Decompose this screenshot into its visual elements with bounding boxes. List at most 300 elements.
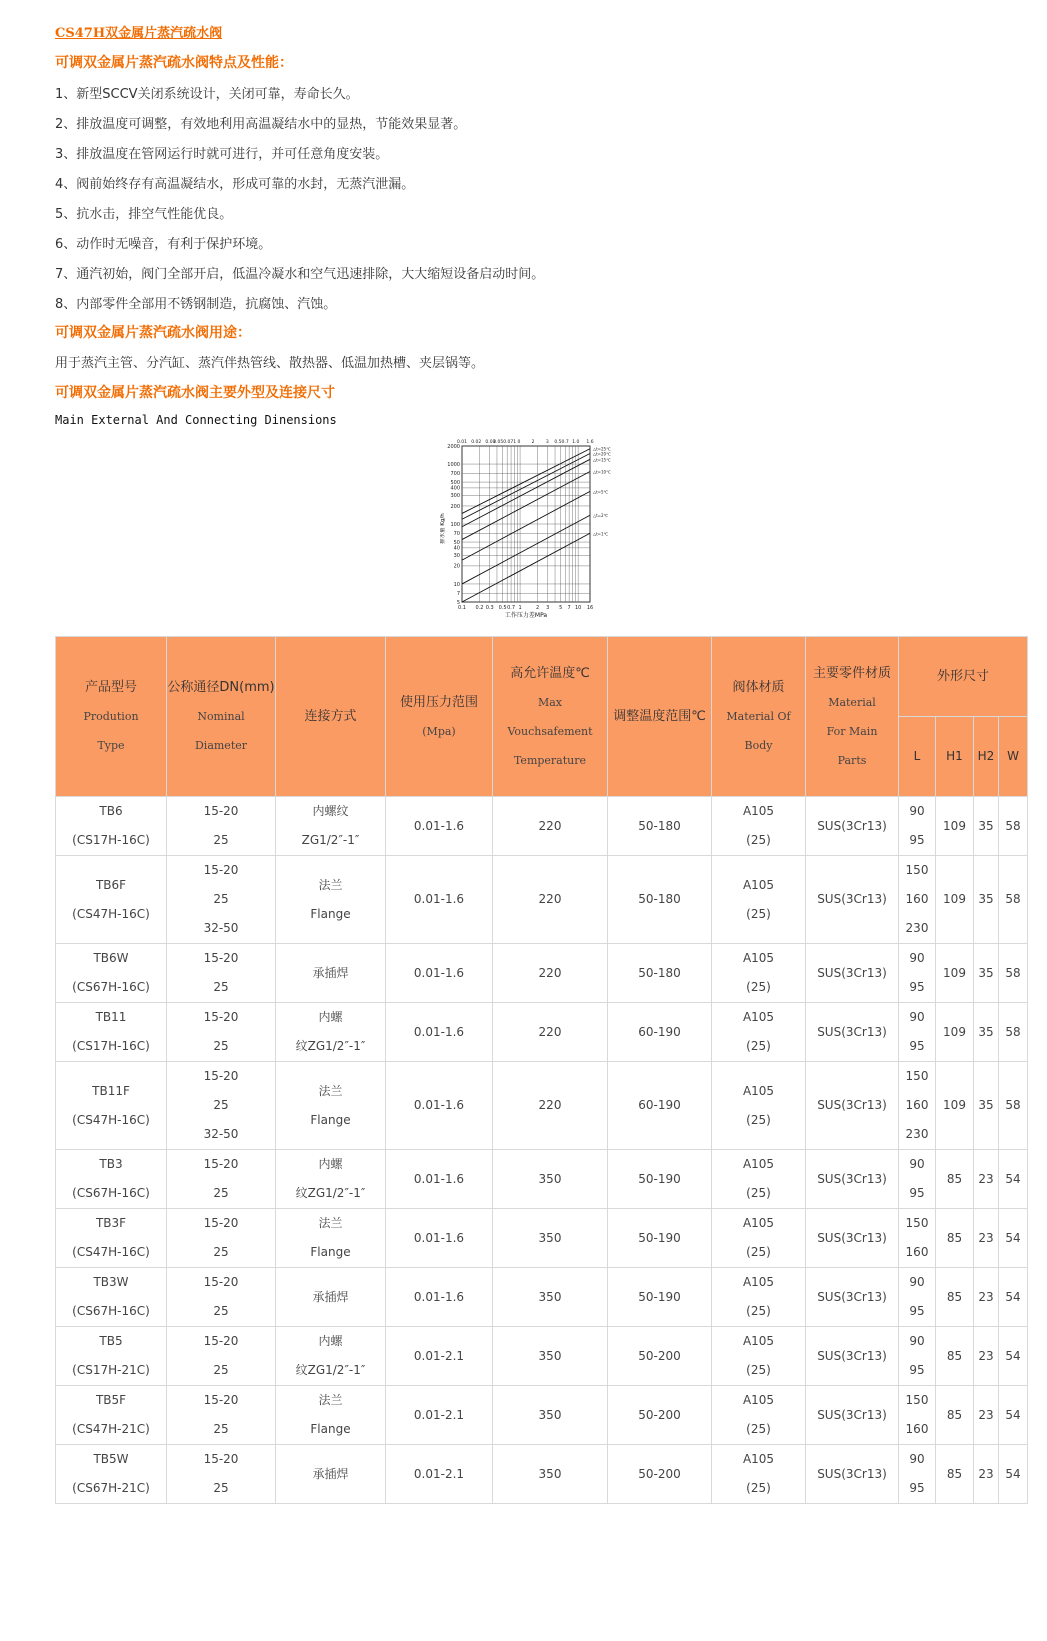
- cell-body: [712, 797, 806, 856]
- cell-line: 95: [909, 1363, 925, 1377]
- cell-line: 25: [213, 1304, 229, 1318]
- usage-text: 用于蒸汽主管、分汽缸、蒸汽伴热管线、散热器、低温加热槽、夹层锅等。: [55, 356, 485, 371]
- cell-line: (CS67H-16C): [72, 1304, 150, 1318]
- cell-H2: 23: [974, 1386, 999, 1445]
- cell-line: 25: [213, 1098, 229, 1112]
- cell-W: 58: [999, 944, 1028, 1003]
- cell-line: 150: [905, 863, 929, 877]
- cell-line: 32-50: [203, 921, 239, 935]
- legend-label: △t=2℃: [593, 513, 609, 519]
- legend-label: △t=10℃: [593, 469, 611, 475]
- cell-H2: 23: [974, 1327, 999, 1386]
- cell-line: TB3F: [95, 1216, 127, 1230]
- cell-H2: 35: [974, 1003, 999, 1062]
- cell-model: [56, 1445, 167, 1504]
- cell-adjtemp: 50-190: [608, 1150, 712, 1209]
- usage-heading: 可调双金属片蒸汽疏水阀用途：: [55, 325, 251, 341]
- cell-H1: 109: [936, 797, 974, 856]
- cell-line: 法兰: [318, 1083, 343, 1098]
- cell-adjtemp: 50-180: [608, 856, 712, 944]
- cell-parts: SUS(3Cr13): [806, 1386, 899, 1445]
- cell-line: (25): [746, 1422, 771, 1436]
- y-tick-label: 70: [453, 531, 460, 538]
- cell-line: 纹ZG1/2″-1″: [295, 1039, 366, 1053]
- cell-H2: 35: [974, 797, 999, 856]
- cell-L: [899, 1386, 936, 1445]
- cell-H1: 109: [936, 1062, 974, 1150]
- cell-H1: 109: [936, 1003, 974, 1062]
- x-axis-label: 工作压力差MPa: [504, 612, 548, 619]
- cell-model: [56, 944, 167, 1003]
- cell-line: 15-20: [203, 1452, 239, 1466]
- cell-H2: 35: [974, 856, 999, 944]
- cell-line: A105: [742, 804, 775, 818]
- cell-line: 25: [213, 1363, 229, 1377]
- cell-line: 230: [905, 1127, 929, 1141]
- cell-H1: 85: [936, 1386, 974, 1445]
- y-tick-label: 500: [450, 479, 460, 486]
- x-tick-label: 0.2: [475, 605, 484, 611]
- cell-line: A105: [742, 1275, 775, 1289]
- cell-line: 承插焊: [312, 1289, 349, 1304]
- cell-line: 25: [213, 1186, 229, 1200]
- cell-model: [56, 797, 167, 856]
- cell-L: [899, 1209, 936, 1268]
- cell-H2: 35: [974, 1062, 999, 1150]
- cell-maxtemp: 220: [493, 856, 608, 944]
- cell-line: (25): [746, 1186, 771, 1200]
- cell-line: TB5F: [95, 1393, 127, 1407]
- cell-line: (CS67H-16C): [72, 1186, 150, 1200]
- cell-W: 54: [999, 1209, 1028, 1268]
- cell-maxtemp: 350: [493, 1386, 608, 1445]
- cell-line: 150: [905, 1393, 929, 1407]
- cell-H1: 85: [936, 1327, 974, 1386]
- cell-conn: [276, 797, 386, 856]
- cell-pressure: 0.01-2.1: [386, 1386, 493, 1445]
- dims-subheading: Main External And Connecting Dinensions: [55, 413, 337, 427]
- x-top-tick-label: 0.02: [471, 440, 482, 445]
- cell-dn: [167, 1150, 276, 1209]
- cell-line: (25): [746, 1304, 771, 1318]
- x-tick-label: 0.5: [498, 605, 507, 611]
- cell-parts: SUS(3Cr13): [806, 1150, 899, 1209]
- cell-line: 95: [909, 980, 925, 994]
- cell-line: Flange: [310, 906, 351, 921]
- cell-line: 纹ZG1/2″-1″: [295, 1363, 366, 1377]
- feature-item: 5、抗水击，排空气性能优良。: [55, 207, 233, 222]
- cell-line: 承插焊: [312, 965, 349, 980]
- cell-maxtemp: 220: [493, 1062, 608, 1150]
- cell-conn: [276, 944, 386, 1003]
- cell-dn: [167, 1386, 276, 1445]
- cell-body: [712, 1445, 806, 1504]
- table-row: [56, 1003, 1028, 1062]
- cell-line: 90: [909, 1334, 925, 1348]
- cell-dn: [167, 1003, 276, 1062]
- header-connection: 连接方式: [276, 637, 386, 797]
- cell-pressure: 0.01-1.6: [386, 1062, 493, 1150]
- cell-model: [56, 1062, 167, 1150]
- cell-line: (CS17H-21C): [72, 1363, 150, 1377]
- cell-adjtemp: 50-200: [608, 1445, 712, 1504]
- cell-parts: SUS(3Cr13): [806, 856, 899, 944]
- y-tick-label: 700: [450, 471, 460, 478]
- cell-line: Flange: [310, 1112, 351, 1127]
- cell-H2: 23: [974, 1150, 999, 1209]
- cell-parts: SUS(3Cr13): [806, 944, 899, 1003]
- header-pressure: 使用压力范围 (Mpa): [386, 637, 493, 797]
- cell-conn: [276, 1445, 386, 1504]
- x-tick-label: 0.3: [485, 605, 494, 611]
- feature-item: 7、通汽初始，阀门全部开启，低温冷凝水和空气迅速排除，大大缩短设备启动时间。: [55, 267, 545, 282]
- x-tick-label: 7: [567, 605, 571, 611]
- cell-conn: [276, 1327, 386, 1386]
- cell-dn: [167, 1327, 276, 1386]
- cell-line: 25: [213, 892, 229, 906]
- cell-adjtemp: 60-190: [608, 1062, 712, 1150]
- cell-line: 90: [909, 1010, 925, 1024]
- cell-L: [899, 856, 936, 944]
- y-tick-label: 200: [450, 503, 460, 510]
- cell-line: (CS67H-16C): [72, 980, 150, 994]
- cell-adjtemp: 50-180: [608, 944, 712, 1003]
- feature-item: 8、内部零件全部用不锈钢制造，抗腐蚀、汽蚀。: [55, 297, 337, 312]
- cell-L: [899, 1327, 936, 1386]
- y-tick-label: 7: [456, 591, 460, 598]
- cell-line: (CS17H-16C): [72, 1039, 150, 1053]
- cell-line: 90: [909, 951, 925, 965]
- header-H1: H1: [936, 717, 974, 797]
- cell-pressure: 0.01-1.6: [386, 856, 493, 944]
- cell-line: 95: [909, 1481, 925, 1495]
- header-H2: H2: [974, 717, 999, 797]
- cell-pressure: 0.01-1.6: [386, 1209, 493, 1268]
- page-title[interactable]: CS47H双金属片蒸汽疏水阀: [55, 26, 223, 41]
- cell-H1: 85: [936, 1209, 974, 1268]
- discharge-chart: [440, 434, 630, 634]
- cell-line: 内螺: [318, 1157, 343, 1171]
- cell-conn: [276, 1386, 386, 1445]
- cell-line: A105: [742, 1334, 775, 1348]
- header-L: L: [899, 717, 936, 797]
- legend-label: △t=1℃: [593, 531, 609, 537]
- cell-line: (25): [746, 980, 771, 994]
- dims-heading: 可调双金属片蒸汽疏水阀主要外型及连接尺寸: [55, 385, 335, 401]
- feature-item: 2、排放温度可调整，有效地利用高温凝结水中的显热，节能效果显著。: [55, 117, 467, 132]
- cell-H1: 85: [936, 1445, 974, 1504]
- cell-maxtemp: 350: [493, 1150, 608, 1209]
- y-tick-label: 20: [453, 563, 460, 570]
- cell-line: 法兰: [318, 1393, 343, 1407]
- cell-line: A105: [742, 1083, 775, 1098]
- x-top-tick-label: 0.01: [456, 440, 468, 445]
- cell-line: (25): [746, 906, 771, 921]
- cell-model: [56, 1327, 167, 1386]
- cell-parts: SUS(3Cr13): [806, 1062, 899, 1150]
- y-tick-label: 40: [453, 545, 460, 552]
- cell-L: [899, 944, 936, 1003]
- cell-L: [899, 1062, 936, 1150]
- cell-line: (25): [746, 1481, 771, 1495]
- cell-parts: SUS(3Cr13): [806, 1268, 899, 1327]
- cell-pressure: 0.01-1.6: [386, 944, 493, 1003]
- x-tick-label: 2: [535, 605, 540, 611]
- x-top-tick-label: 2: [531, 440, 535, 445]
- cell-line: 95: [909, 833, 925, 847]
- cell-maxtemp: 350: [493, 1327, 608, 1386]
- header-adjust-temp: 调整温度范围℃: [608, 637, 712, 797]
- cell-line: Flange: [310, 1422, 351, 1436]
- cell-line: 25: [213, 1039, 229, 1053]
- cell-body: [712, 1327, 806, 1386]
- cell-body: [712, 1150, 806, 1209]
- cell-W: 54: [999, 1268, 1028, 1327]
- cell-line: 法兰: [318, 877, 343, 892]
- x-top-tick-label: 1.6: [586, 440, 594, 445]
- cell-line: 25: [213, 1422, 229, 1436]
- cell-line: 15-20: [203, 1216, 239, 1230]
- cell-line: 160: [905, 1422, 929, 1436]
- y-tick-label: 30: [453, 553, 460, 560]
- cell-line: 90: [909, 1157, 925, 1171]
- cell-conn: [276, 1150, 386, 1209]
- cell-W: 54: [999, 1150, 1028, 1209]
- cell-dn: [167, 1445, 276, 1504]
- cell-line: (CS47H-21C): [72, 1422, 150, 1436]
- cell-line: Flange: [310, 1245, 351, 1259]
- x-tick-label: 16: [586, 605, 594, 611]
- spec-table-body: [56, 797, 1028, 1504]
- cell-line: 15-20: [203, 1393, 239, 1407]
- cell-line: TB6W: [93, 951, 129, 965]
- cell-maxtemp: 350: [493, 1209, 608, 1268]
- cell-pressure: 0.01-2.1: [386, 1327, 493, 1386]
- cell-line: (25): [746, 1245, 771, 1259]
- table-row: [56, 944, 1028, 1003]
- cell-line: TB6F: [95, 877, 127, 892]
- cell-line: 95: [909, 1186, 925, 1200]
- cell-dn: [167, 1209, 276, 1268]
- x-tick-label: 1: [518, 605, 522, 611]
- cell-W: 54: [999, 1327, 1028, 1386]
- cell-H1: 109: [936, 856, 974, 944]
- cell-L: [899, 1003, 936, 1062]
- cell-line: 25: [213, 980, 229, 994]
- cell-body: [712, 856, 806, 944]
- cell-line: (CS47H-16C): [72, 1112, 150, 1127]
- cell-line: 25: [213, 1481, 229, 1495]
- cell-line: 15-20: [203, 951, 239, 965]
- cell-maxtemp: 220: [493, 1003, 608, 1062]
- cell-L: [899, 1445, 936, 1504]
- x-top-tick-label: 1.0: [572, 440, 580, 445]
- header-model: 产品型号 Prodution Type: [56, 637, 167, 797]
- cell-line: 内螺: [318, 1010, 343, 1024]
- cell-line: TB11F: [92, 1083, 130, 1098]
- table-row: [56, 1209, 1028, 1268]
- cell-line: 25: [213, 833, 229, 847]
- cell-body: [712, 1209, 806, 1268]
- cell-body: [712, 944, 806, 1003]
- cell-line: TB6: [99, 804, 123, 818]
- legend-label: △t=20℃: [593, 451, 611, 457]
- cell-line: 15-20: [203, 863, 239, 877]
- cell-W: 58: [999, 1003, 1028, 1062]
- cell-parts: SUS(3Cr13): [806, 1209, 899, 1268]
- cell-line: 15-20: [203, 1334, 239, 1348]
- x-top-tick-label: 0.050.071: [493, 440, 517, 445]
- legend-label: △t=15℃: [593, 457, 611, 463]
- cell-line: 15-20: [203, 1275, 239, 1289]
- cell-maxtemp: 220: [493, 797, 608, 856]
- x-top-tick-label: 0: [517, 440, 521, 445]
- table-row: [56, 1268, 1028, 1327]
- cell-maxtemp: 350: [493, 1445, 608, 1504]
- header-dn: 公称通径DN(mm) Nominal Diameter: [167, 637, 276, 797]
- cell-pressure: 0.01-1.6: [386, 1150, 493, 1209]
- cell-dn: [167, 1062, 276, 1150]
- cell-W: 58: [999, 856, 1028, 944]
- cell-line: TB3: [99, 1157, 123, 1171]
- x-tick-label: 3: [546, 605, 550, 611]
- cell-body: [712, 1003, 806, 1062]
- table-row: [56, 856, 1028, 944]
- feature-item: 1、新型SCCV关闭系统设计，关闭可靠，寿命长久。: [55, 87, 359, 102]
- table-row: [56, 1062, 1028, 1150]
- cell-H1: 85: [936, 1150, 974, 1209]
- cell-dn: [167, 944, 276, 1003]
- cell-line: (CS47H-16C): [72, 906, 150, 921]
- cell-model: [56, 1209, 167, 1268]
- features-heading: 可调双金属片蒸汽疏水阀特点及性能：: [55, 55, 293, 71]
- cell-adjtemp: 50-200: [608, 1327, 712, 1386]
- cell-line: 160: [905, 892, 929, 906]
- y-tick-label: 10: [453, 581, 460, 588]
- cell-line: 内螺: [318, 1334, 343, 1348]
- header-W: W: [999, 717, 1028, 797]
- table-row: [56, 1327, 1028, 1386]
- table-row: [56, 797, 1028, 856]
- cell-line: TB5W: [93, 1452, 129, 1466]
- cell-line: 法兰: [318, 1216, 343, 1230]
- cell-line: (25): [746, 1039, 771, 1053]
- y-tick-label: 5: [456, 599, 460, 606]
- cell-line: 32-50: [203, 1127, 239, 1141]
- cell-line: 90: [909, 1275, 925, 1289]
- cell-H2: 23: [974, 1268, 999, 1327]
- cell-line: 25: [213, 1245, 229, 1259]
- cell-line: A105: [742, 1157, 775, 1171]
- legend-label: △t=25℃: [593, 446, 611, 452]
- cell-body: [712, 1386, 806, 1445]
- cell-line: 230: [905, 921, 929, 935]
- cell-line: 15-20: [203, 1010, 239, 1024]
- cell-line: 15-20: [203, 804, 239, 818]
- legend-label: △t=5℃: [593, 489, 609, 495]
- x-tick-label: 0.1: [458, 605, 466, 611]
- cell-model: [56, 1003, 167, 1062]
- cell-line: (CS67H-21C): [72, 1481, 150, 1495]
- cell-line: 95: [909, 1039, 925, 1053]
- cell-line: 15-20: [203, 1069, 239, 1083]
- cell-line: TB5: [99, 1334, 123, 1348]
- cell-pressure: 0.01-1.6: [386, 1003, 493, 1062]
- cell-dn: [167, 1268, 276, 1327]
- cell-conn: [276, 1003, 386, 1062]
- cell-H2: 23: [974, 1209, 999, 1268]
- cell-line: A105: [742, 877, 775, 892]
- cell-model: [56, 1386, 167, 1445]
- cell-line: A105: [742, 951, 775, 965]
- cell-adjtemp: 50-190: [608, 1209, 712, 1268]
- cell-pressure: 0.01-2.1: [386, 1445, 493, 1504]
- cell-line: 15-20: [203, 1157, 239, 1171]
- cell-conn: [276, 856, 386, 944]
- cell-adjtemp: 50-180: [608, 797, 712, 856]
- cell-line: A105: [742, 1010, 775, 1024]
- cell-H2: 35: [974, 944, 999, 1003]
- cell-L: [899, 797, 936, 856]
- cell-dn: [167, 856, 276, 944]
- cell-W: 54: [999, 1386, 1028, 1445]
- cell-line: (25): [746, 1112, 771, 1127]
- cell-line: (CS47H-16C): [72, 1245, 150, 1259]
- cell-conn: [276, 1209, 386, 1268]
- cell-L: [899, 1268, 936, 1327]
- spec-table: [55, 636, 1028, 1504]
- y-tick-label: 300: [450, 493, 460, 500]
- cell-line: A105: [742, 1452, 775, 1466]
- cell-line: 160: [905, 1245, 929, 1259]
- y-axis-label: 排水量 Kg/h: [440, 513, 446, 544]
- cell-line: ZG1/2″-1″: [301, 833, 360, 847]
- y-tick-label: 1000: [447, 461, 460, 468]
- cell-parts: SUS(3Cr13): [806, 797, 899, 856]
- cell-adjtemp: 50-200: [608, 1386, 712, 1445]
- cell-H1: 109: [936, 944, 974, 1003]
- cell-line: 90: [909, 804, 925, 818]
- cell-model: [56, 1150, 167, 1209]
- cell-H2: 23: [974, 1445, 999, 1504]
- cell-body: [712, 1062, 806, 1150]
- cell-dn: [167, 797, 276, 856]
- x-top-tick-label: 0.03: [485, 440, 496, 445]
- cell-line: 150: [905, 1069, 929, 1083]
- x-tick-label: 10: [574, 605, 582, 611]
- cell-maxtemp: 350: [493, 1268, 608, 1327]
- table-row: [56, 1386, 1028, 1445]
- cell-line: (25): [746, 1363, 771, 1377]
- x-top-tick-label: 0.50.7: [554, 440, 569, 445]
- cell-parts: SUS(3Cr13): [806, 1003, 899, 1062]
- cell-W: 54: [999, 1445, 1028, 1504]
- x-top-tick-label: 3: [545, 440, 549, 445]
- cell-line: 承插焊: [312, 1466, 349, 1481]
- cell-line: (25): [746, 833, 771, 847]
- cell-adjtemp: 60-190: [608, 1003, 712, 1062]
- header-body-material: 阀体材质 Material Of Body: [712, 637, 806, 797]
- cell-line: 160: [905, 1098, 929, 1112]
- cell-model: [56, 1268, 167, 1327]
- cell-W: 58: [999, 1062, 1028, 1150]
- cell-line: TB11: [95, 1010, 127, 1024]
- y-tick-label: 100: [450, 521, 460, 528]
- cell-adjtemp: 50-190: [608, 1268, 712, 1327]
- table-row: [56, 1445, 1028, 1504]
- cell-line: A105: [742, 1216, 775, 1230]
- x-tick-label: 5: [559, 605, 563, 611]
